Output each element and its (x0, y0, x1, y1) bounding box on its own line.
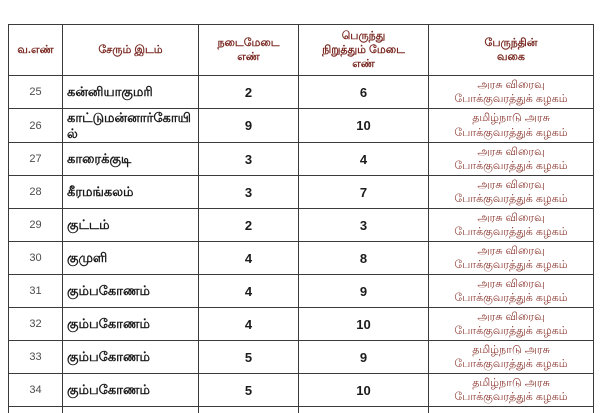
bay-cell: 9 (299, 341, 429, 374)
bus-type-line: போக்குவரத்துக் கழகம் (454, 292, 568, 305)
serial-cell: 27 (9, 143, 63, 176)
platform-cell: 4 (199, 242, 299, 275)
table-row (9, 341, 594, 374)
header-line: நிறுத்தும் மேடை (322, 43, 405, 56)
bus-type-line: போக்குவரத்துக் கழகம் (454, 93, 568, 105)
platform-cell: 5 (199, 374, 299, 407)
serial-cell: 26 (9, 109, 63, 143)
bus-type-line: அரசு விரைவு (477, 244, 545, 257)
bus-type-cell (429, 341, 594, 374)
serial-cell: 31 (9, 275, 63, 308)
bus-type-line: அரசு விரைவு (477, 277, 545, 290)
serial-cell: 25 (9, 76, 63, 109)
header-bus-stop-bay-number (299, 25, 429, 76)
header-bus-type (429, 25, 594, 76)
bus-type-line: தமிழ்நாடு அரசு (472, 343, 550, 356)
bus-type-line: போக்குவரத்துக் கழகம் (454, 391, 568, 404)
bus-type-line: போக்குவரத்துக் கழகம் (454, 126, 568, 139)
bus-type-line: அரசு விரைவு (477, 178, 545, 191)
bay-cell: 7 (299, 176, 429, 209)
place-cell: கீரமங்கலம் (63, 176, 199, 209)
serial-cell: 32 (9, 308, 63, 341)
header-line: பேருந்தின் (484, 36, 538, 49)
place-cell: குட்டம் (63, 209, 199, 242)
platform-cell (199, 407, 299, 413)
platform-cell: 4 (199, 275, 299, 308)
header-joining-place (63, 25, 199, 76)
table-row (9, 275, 594, 308)
serial-cell (9, 407, 63, 413)
bus-type-cell (429, 242, 594, 275)
bus-type-line: அரசு விரைவு (477, 145, 545, 158)
place-cell: காரைக்குடி (63, 143, 199, 176)
place-cell: கும்பகோணம் (63, 374, 199, 407)
platform-cell: 5 (199, 341, 299, 374)
table-row (9, 76, 594, 109)
bus-type-line: போக்குவரத்துக் கழகம் (454, 226, 568, 239)
place-cell: குமுளி (63, 242, 199, 275)
table-row (9, 109, 594, 143)
serial-cell: 29 (9, 209, 63, 242)
table-header-row (9, 25, 594, 76)
bus-type-cell (429, 176, 594, 209)
serial-cell: 28 (9, 176, 63, 209)
bay-cell: 3 (299, 209, 429, 242)
bay-cell: 8 (299, 242, 429, 275)
place-cell: கன்னியாகுமரி (63, 76, 199, 109)
bay-cell: 10 (299, 374, 429, 407)
platform-cell: 2 (199, 209, 299, 242)
bus-type-line: போக்குவரத்துக் கழகம் (454, 259, 568, 272)
table-row (9, 374, 594, 407)
bus-type-cell (429, 308, 594, 341)
bay-cell: 9 (299, 275, 429, 308)
bus-type-line: அரசு விரைவு (477, 78, 545, 91)
platform-cell: 3 (199, 176, 299, 209)
bus-platform-table (8, 24, 594, 413)
header-serial-number (9, 25, 63, 76)
place-cell: காட்டுமன்னார்கோயில் (63, 109, 199, 143)
header-line: சேரும் இடம் (98, 43, 163, 56)
table-row (9, 176, 594, 209)
bus-type-cell (429, 209, 594, 242)
header-platform-number (199, 25, 299, 76)
table-row (9, 143, 594, 176)
bus-type-line: தமிழ்நாடு அரசு (472, 112, 550, 125)
table-row (9, 308, 594, 341)
serial-cell: 33 (9, 341, 63, 374)
bus-type-cell (429, 143, 594, 176)
bus-type-line: அரசு விரைவு (477, 211, 545, 224)
serial-cell: 34 (9, 374, 63, 407)
table-row-partial-clipped (9, 407, 594, 413)
header-line: எண் (237, 51, 260, 63)
bus-type-cell (429, 275, 594, 308)
bus-type-line: போக்குவரத்துக் கழகம் (454, 358, 568, 371)
bus-type-cell (429, 76, 594, 109)
bay-cell: 6 (299, 76, 429, 109)
table-row (9, 209, 594, 242)
header-line: எண் (352, 58, 375, 71)
header-line: வ.எண் (17, 43, 54, 56)
bus-type-cell (429, 407, 594, 413)
place-cell: கும்பகோணம் (63, 308, 199, 341)
bus-type-cell (429, 374, 594, 407)
bus-type-line: அரசு விரைவு (477, 310, 545, 323)
platform-cell: 2 (199, 76, 299, 109)
place-cell: கும்பகோணம் (63, 341, 199, 374)
bus-type-line: தமிழ்நாடு அரசு (472, 376, 550, 389)
place-cell (63, 407, 199, 413)
bus-type-line: போக்குவரத்துக் கழகம் (454, 193, 568, 206)
bay-cell: 10 (299, 308, 429, 341)
bay-cell: 10 (299, 109, 429, 143)
place-cell: கும்பகோணம் (63, 275, 199, 308)
platform-cell: 4 (199, 308, 299, 341)
header-line: பெருந்து (341, 29, 386, 42)
bus-type-line: போக்குவரத்துக் கழகம் (454, 160, 568, 173)
platform-cell: 9 (199, 109, 299, 143)
bus-type-line: போக்குவரத்துக் கழகம் (454, 325, 568, 338)
bus-type-cell (429, 109, 594, 143)
table-row (9, 242, 594, 275)
platform-cell: 3 (199, 143, 299, 176)
header-line: வகை (497, 51, 525, 63)
header-line: நடைமேடை (217, 36, 280, 49)
bay-cell (299, 407, 429, 413)
bay-cell: 4 (299, 143, 429, 176)
serial-cell: 30 (9, 242, 63, 275)
